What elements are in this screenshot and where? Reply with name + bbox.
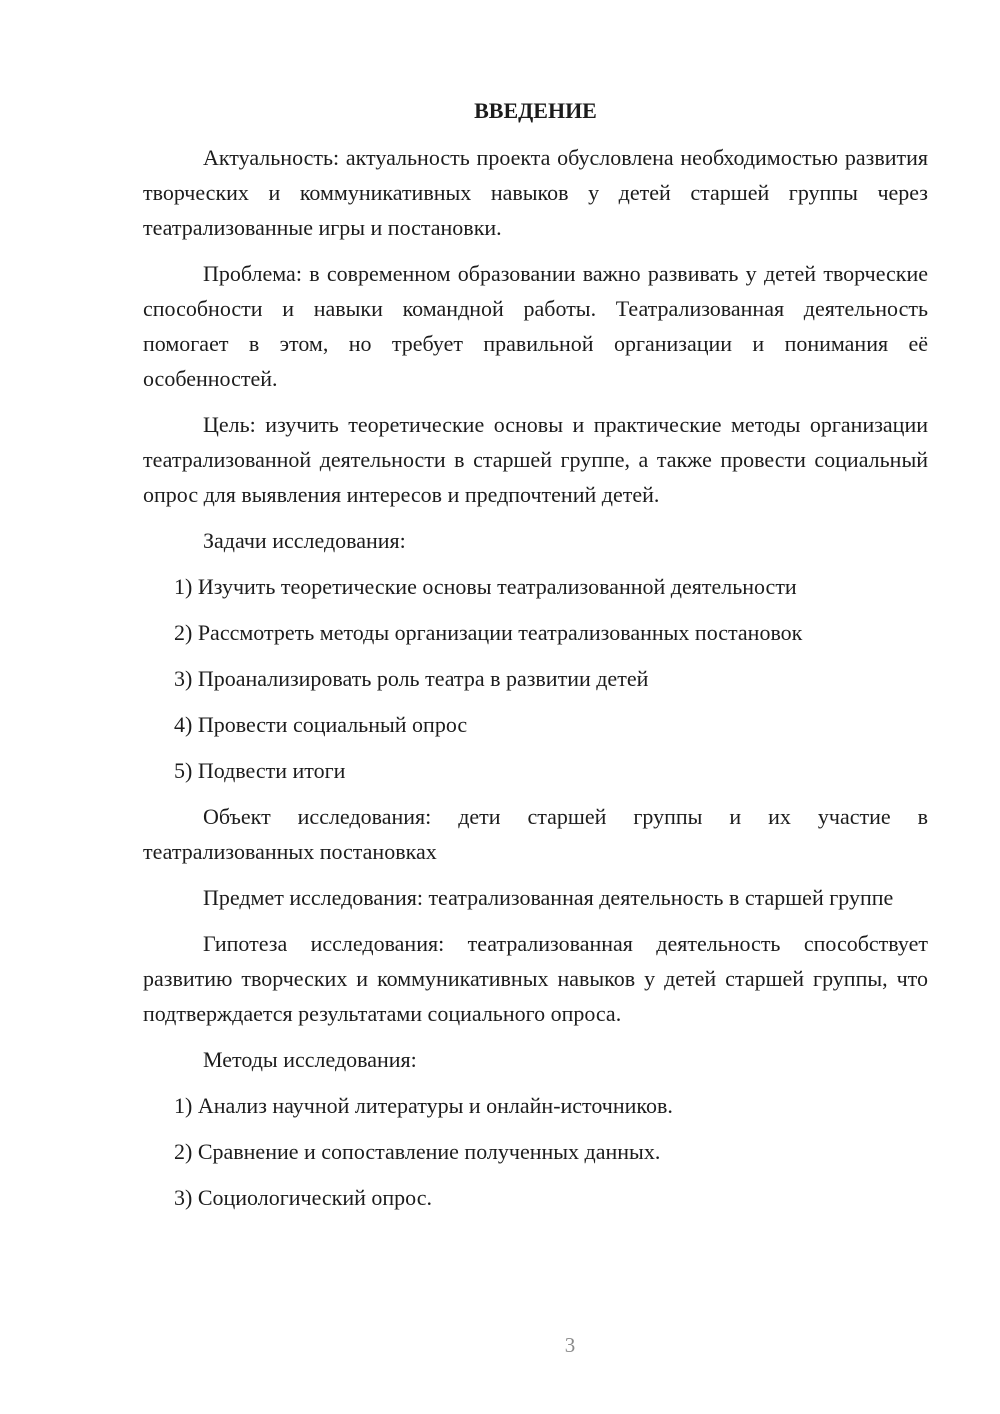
list-item: 5) Подвести итоги — [174, 758, 346, 783]
page-title: ВВЕДЕНИЕ — [474, 98, 597, 123]
tasks-list — [143, 569, 928, 788]
list-item: 3) Проанализировать роль театра в развитии детей — [174, 666, 649, 691]
object-paragraph: Объект исследования: дети старшей группы и их участие в театрализованных постановках — [143, 804, 928, 864]
list-item: 1) Анализ научной литературы и онлайн-источников. — [174, 1093, 673, 1118]
list-item: 2) Сравнение и сопоставление полученных данных. — [174, 1139, 661, 1164]
list-item: 4) Провести социальный опрос — [174, 712, 468, 737]
document-page — [143, 96, 928, 1226]
page-number: 3 — [564, 1333, 576, 1357]
problem-paragraph: Проблема: в современном образовании важно развивать у детей творческие способности и навыки командной работы. Театрализованная деятельность помогает в этом, но требует правильной организации и понимания её особенностей. — [143, 261, 928, 391]
list-item: 1) Изучить теоретические основы театрализованной деятельности — [174, 574, 797, 599]
relevance-paragraph: Актуальность: актуальность проекта обусловлена необходимостью развития творческих и коммуникативных навыков у детей старшей группы через театрализованные игры и постановки. — [143, 145, 928, 240]
methods-title: Методы исследования: — [203, 1047, 417, 1072]
list-item: 3) Социологический опрос. — [174, 1185, 432, 1210]
goal-paragraph: Цель: изучить теоретические основы и практические методы организации театрализованной деятельности в старшей группе, а также провести социальный опрос для выявления интересов и предпочтений детей. — [143, 412, 928, 507]
subject-paragraph: Предмет исследования: театрализованная деятельность в старшей группе — [203, 885, 894, 910]
list-item: 2) Рассмотреть методы организации театрализованных постановок — [174, 620, 803, 645]
methods-list — [143, 1088, 928, 1215]
hypothesis-paragraph: Гипотеза исследования: театрализованная деятельность способствует развитию творческих и коммуникативных навыков у детей старшей группы, что подтверждается результатами социального опроса. — [143, 931, 928, 1026]
tasks-title: Задачи исследования: — [203, 528, 406, 553]
